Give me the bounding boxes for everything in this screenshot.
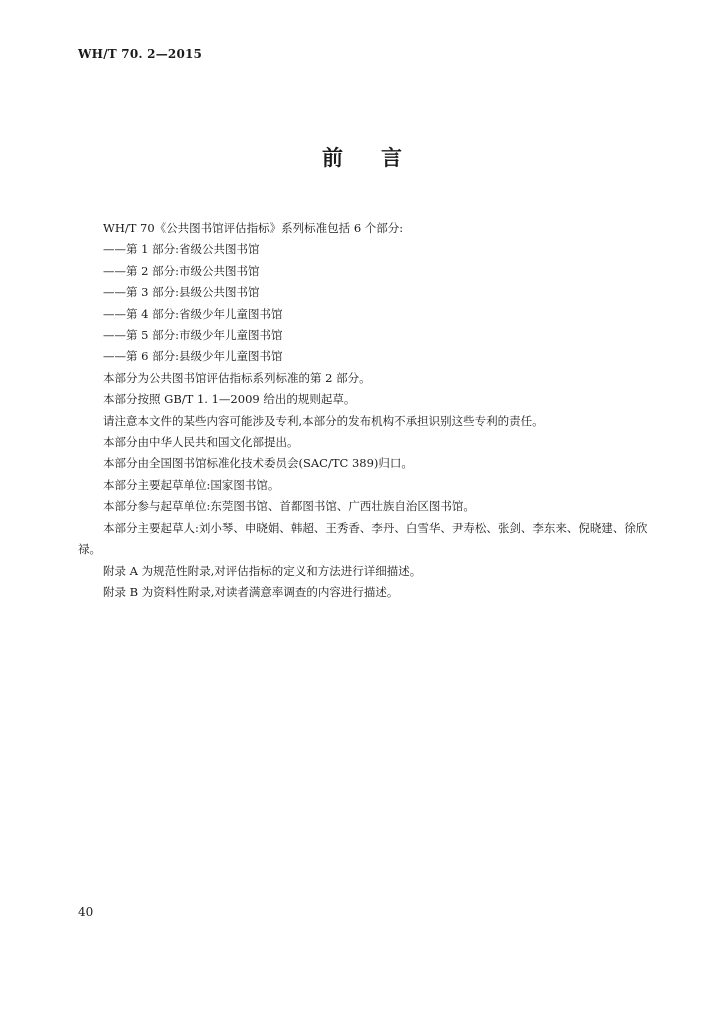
title-char-1: 前	[322, 146, 343, 170]
paragraph-drafting-rules: 本部分按照 GB/T 1. 1—2009 给出的规则起草。	[103, 392, 356, 407]
list-item-part-6: ——第 6 部分:县级少年儿童图书馆	[103, 349, 283, 364]
paragraph-participating-orgs: 本部分参与起草单位:东莞图书馆、首都图书馆、广西壮族自治区图书馆。	[103, 499, 475, 514]
paragraph-patent-notice: 请注意本文件的某些内容可能涉及专利,本部分的发布机构不承担识别这些专利的责任。	[103, 413, 544, 428]
paragraph-annex-a: 附录 A 为规范性附录,对评估指标的定义和方法进行详细描述。	[103, 563, 422, 578]
list-item-part-3: ——第 3 部分:县级公共图书馆	[103, 285, 260, 300]
title-char-2: 言	[381, 146, 402, 170]
list-item-part-1: ——第 1 部分:省级公共图书馆	[103, 242, 260, 257]
paragraph-series-intro: WH/T 70《公共图书馆评估指标》系列标准包括 6 个部分:	[103, 221, 404, 235]
paragraph-drafters: 本部分主要起草人:刘小琴、申晓娟、韩超、王秀香、李丹、白雪华、尹寿松、张剑、李东来、倪晓建、徐欣禄。	[78, 520, 648, 557]
standard-code: WH/T 70. 2—2015	[78, 47, 203, 61]
foreword-body	[78, 218, 652, 603]
list-item-part-4: ——第 4 部分:省级少年儿童图书馆	[103, 306, 283, 321]
paragraph-main-drafter-org: 本部分主要起草单位:国家图书馆。	[103, 477, 280, 492]
page-title	[0, 142, 724, 172]
paragraph-committee: 本部分由全国图书馆标准化技术委员会(SAC/TC 389)归口。	[103, 456, 413, 471]
page-number: 40	[78, 905, 94, 919]
paragraph-proposer: 本部分由中华人民共和国文化部提出。	[103, 435, 299, 450]
paragraph-annex-b: 附录 B 为资料性附录,对读者满意率调查的内容进行描述。	[103, 584, 399, 599]
paragraph-part-statement: 本部分为公共图书馆评估指标系列标准的第 2 部分。	[103, 370, 371, 385]
list-item-part-5: ——第 5 部分:市级少年儿童图书馆	[103, 328, 283, 343]
list-item-part-2: ——第 2 部分:市级公共图书馆	[103, 263, 260, 278]
